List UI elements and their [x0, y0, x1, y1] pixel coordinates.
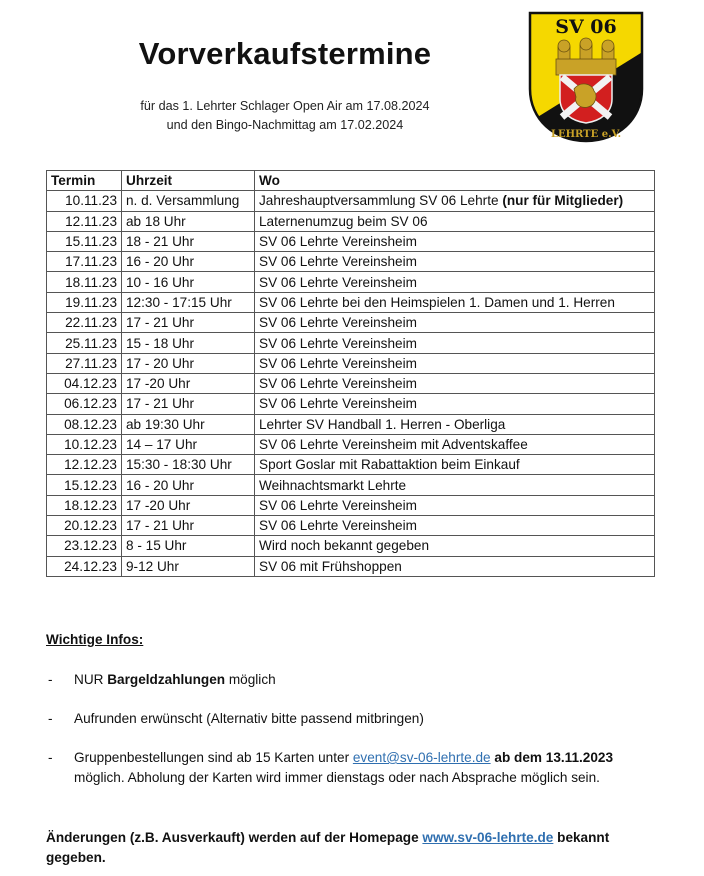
cell-uhrzeit: 9-12 Uhr: [122, 556, 255, 576]
cell-wo-text: SV 06 Lehrte Vereinsheim: [259, 274, 417, 290]
cell-uhrzeit: 14 – 17 Uhr: [122, 434, 255, 454]
cell-uhrzeit: 12:30 - 17:15 Uhr: [122, 292, 255, 312]
cell-uhrzeit: 17 -20 Uhr: [122, 373, 255, 393]
cell-wo: [255, 495, 655, 515]
info-text: Aufrunden erwünscht (Alternativ bitte passend mitbringen): [74, 711, 424, 726]
info-text-bold: Bargeldzahlungen: [107, 672, 226, 687]
cell-wo: [255, 455, 655, 475]
subtitle-line-1: für das 1. Lehrter Schlager Open Air am 17.08.2024: [140, 99, 430, 113]
cell-wo-text: Laternenumzug beim SV 06: [259, 213, 428, 229]
cell-wo-text: SV 06 Lehrte Vereinsheim mit Adventskaffee: [259, 437, 528, 452]
cell-wo: [255, 475, 655, 495]
bullet-dash: -: [48, 750, 53, 765]
table-row: [47, 475, 655, 495]
info-text: möglich: [225, 672, 276, 687]
club-crest-icon: [528, 11, 644, 143]
cell-wo: [255, 373, 655, 393]
cell-wo-text: SV 06 Lehrte Vereinsheim: [259, 497, 417, 513]
cell-uhrzeit: ab 18 Uhr: [122, 211, 255, 231]
cell-wo: [255, 353, 655, 373]
table-row: [47, 516, 655, 536]
email-link[interactable]: event@sv-06-lehrte.de: [352, 750, 491, 765]
cell-wo-text: SV 06 Lehrte bei den Heimspielen 1. Damen und 1. Herren: [259, 294, 615, 310]
cell-uhrzeit: 17 - 21 Uhr: [122, 313, 255, 333]
cell-wo-text: Weihnachtsmarkt Lehrte: [259, 477, 407, 493]
cell-wo-text: SV 06 Lehrte Vereinsheim: [259, 315, 417, 331]
cell-wo-text: SV 06 Lehrte Vereinsheim: [259, 518, 417, 534]
homepage-link[interactable]: www.sv-06-lehrte.de: [422, 830, 554, 845]
table-row: [47, 394, 655, 414]
cell-uhrzeit: 16 - 20 Uhr: [122, 475, 255, 495]
cell-termin: 12.11.23: [47, 211, 122, 231]
table-row: [47, 292, 655, 312]
cell-wo: [255, 211, 655, 231]
cell-termin: 15.11.23: [47, 231, 122, 251]
table-row: [47, 231, 655, 251]
table-row: [47, 252, 655, 272]
cell-wo: [255, 414, 655, 434]
cell-wo-text: Sport Goslar mit Rabattaktion beim Einkauf: [259, 457, 520, 473]
column-header-uhrzeit: Uhrzeit: [122, 171, 255, 191]
footer-text: bekannt gegeben.: [46, 830, 610, 865]
cell-termin: 04.12.23: [47, 373, 122, 393]
cell-wo: [255, 434, 655, 454]
page-title: Vorverkaufstermine: [138, 36, 432, 71]
cell-wo: [255, 556, 655, 576]
cell-termin: 23.12.23: [47, 536, 122, 556]
cell-termin: 25.11.23: [47, 333, 122, 353]
table-row: [47, 536, 655, 556]
cell-wo: [255, 272, 655, 292]
table-row: [47, 495, 655, 515]
cell-termin: 18.11.23: [47, 272, 122, 292]
schedule-table: [46, 170, 655, 577]
table-row: [47, 455, 655, 475]
cell-uhrzeit: ab 19:30 Uhr: [122, 414, 255, 434]
cell-wo: [255, 252, 655, 272]
cell-wo-text: Wird noch bekannt gegeben: [259, 538, 430, 554]
cell-wo: [255, 292, 655, 312]
cell-uhrzeit: 10 - 16 Uhr: [122, 272, 255, 292]
info-text: NUR: [74, 672, 108, 687]
cell-termin: 15.12.23: [47, 475, 122, 495]
info-text-bold: ab dem 13.11.2023: [490, 750, 614, 765]
cell-uhrzeit: 16 - 20 Uhr: [122, 252, 255, 272]
cell-wo-text: SV 06 Lehrte Vereinsheim: [259, 335, 417, 351]
cell-wo-text: SV 06 Lehrte Vereinsheim: [259, 355, 417, 371]
cell-uhrzeit: 17 -20 Uhr: [122, 495, 255, 515]
column-header-wo: Wo: [255, 171, 655, 191]
svg-text:LEHRTE e.V.: LEHRTE e.V.: [550, 129, 622, 140]
cell-wo-text: SV 06 mit Frühshoppen: [259, 558, 402, 574]
cell-wo: [255, 536, 655, 556]
cell-uhrzeit: 18 - 21 Uhr: [122, 231, 255, 251]
cell-uhrzeit: 8 - 15 Uhr: [122, 536, 255, 556]
cell-wo-text: SV 06 Lehrte Vereinsheim: [259, 376, 417, 392]
cell-wo: [255, 313, 655, 333]
cell-uhrzeit: 17 - 21 Uhr: [122, 516, 255, 536]
cell-termin: 08.12.23: [47, 414, 122, 434]
cell-termin: 10.11.23: [47, 191, 122, 211]
info-heading: Wichtige Infos:: [46, 632, 144, 647]
cell-termin: 24.12.23: [47, 556, 122, 576]
cell-uhrzeit: 17 - 20 Uhr: [122, 353, 255, 373]
table-row: [47, 333, 655, 353]
cell-uhrzeit: 15:30 - 18:30 Uhr: [122, 455, 255, 475]
cell-wo: [255, 191, 655, 211]
bullet-dash: -: [48, 711, 53, 726]
cell-wo: [255, 394, 655, 414]
table-row: [47, 373, 655, 393]
table-row: [47, 556, 655, 576]
subtitle: [0, 97, 570, 135]
cell-termin: 10.12.23: [47, 434, 122, 454]
table-row: [47, 414, 655, 434]
cell-termin: 12.12.23: [47, 455, 122, 475]
table-row: [47, 313, 655, 333]
cell-uhrzeit: 17 - 21 Uhr: [122, 394, 255, 414]
subtitle-line-2: und den Bingo-Nachmittag am 17.02.2024: [166, 118, 404, 132]
svg-text:SV 06: SV 06: [555, 16, 617, 38]
cell-termin: 20.12.23: [47, 516, 122, 536]
cell-termin: 19.11.23: [47, 292, 122, 312]
cell-termin: 22.11.23: [47, 313, 122, 333]
table-header-row: [47, 171, 655, 191]
cell-wo: [255, 333, 655, 353]
cell-wo-text: Jahreshauptversammlung SV 06 Lehrte: [259, 193, 503, 209]
table-row: [47, 272, 655, 292]
footer-note: [46, 828, 666, 868]
column-header-termin: Termin: [47, 171, 122, 191]
cell-wo-text: Lehrter SV Handball 1. Herren - Oberliga: [259, 416, 506, 432]
table-row: [47, 191, 655, 211]
cell-termin: 27.11.23: [47, 353, 122, 373]
cell-wo: [255, 516, 655, 536]
table-row: [47, 353, 655, 373]
footer-text: Änderungen (z.B. Ausverkauft) werden auf der Homepage: [46, 830, 423, 845]
info-text: möglich. Abholung der Karten wird immer dienstags oder nach Absprache möglich sein.: [74, 770, 600, 785]
info-text: Gruppenbestellungen sind ab 15 Karten unter: [74, 750, 353, 765]
cell-wo-bold: (nur für Mitglieder): [502, 193, 624, 209]
table-row: [47, 211, 655, 231]
cell-uhrzeit: 15 - 18 Uhr: [122, 333, 255, 353]
bullet-dash: -: [48, 672, 53, 687]
cell-uhrzeit: n. d. Versammlung: [122, 191, 255, 211]
table-row: [47, 434, 655, 454]
cell-termin: 17.11.23: [47, 252, 122, 272]
cell-wo-text: SV 06 Lehrte Vereinsheim: [259, 254, 417, 270]
cell-wo-text: SV 06 Lehrte Vereinsheim: [259, 396, 417, 412]
cell-termin: 06.12.23: [47, 394, 122, 414]
cell-termin: 18.12.23: [47, 495, 122, 515]
cell-wo: [255, 231, 655, 251]
cell-wo-text: SV 06 Lehrte Vereinsheim: [259, 234, 417, 250]
